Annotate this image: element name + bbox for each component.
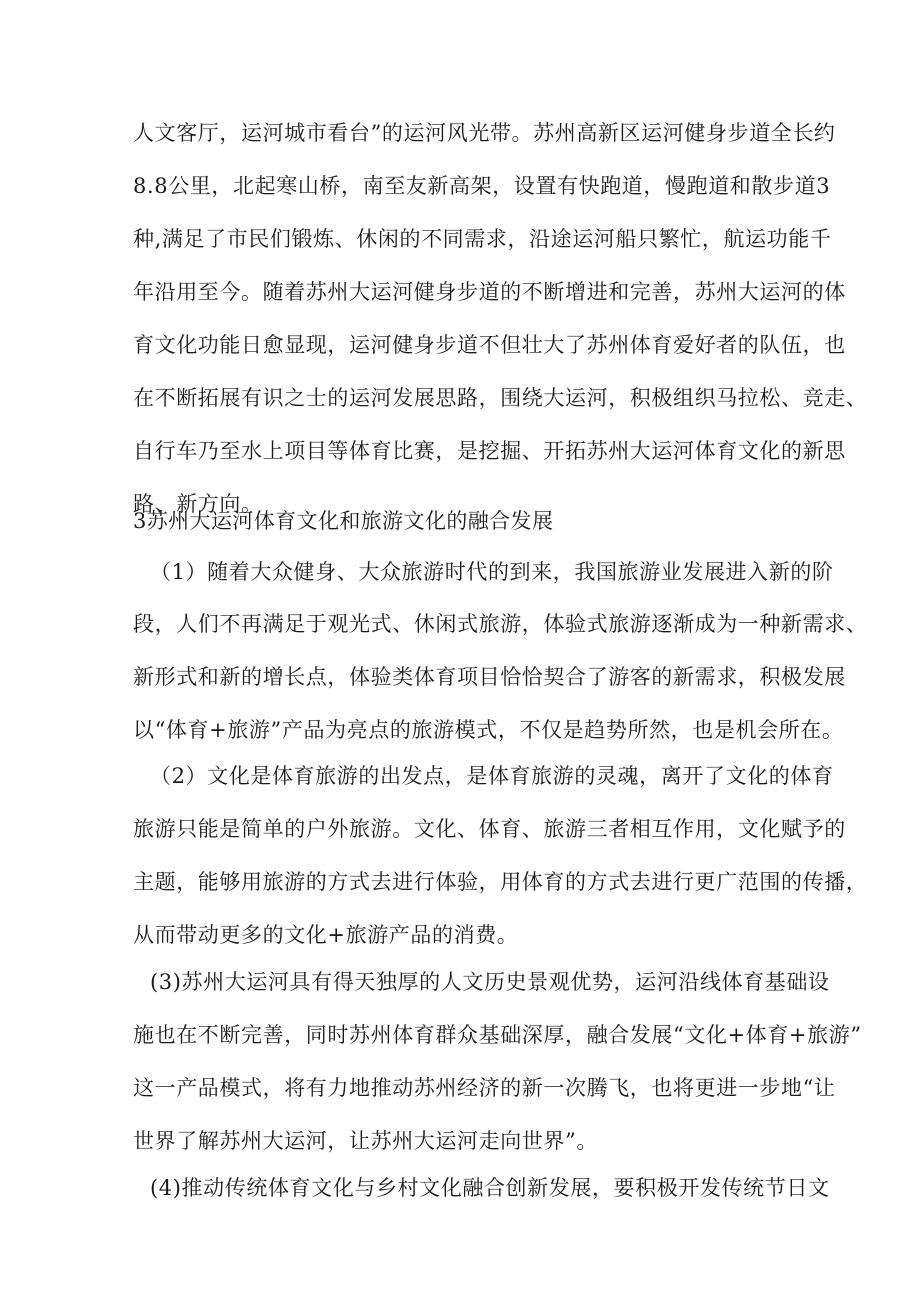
paragraph-line: 种,满足了市民们锻炼、休闲的不同需求，沿途运河船只繁忙，航运功能千 [133,227,832,251]
section-heading: 3苏州大运河体育文化和旅游文化的融合发展 [133,509,554,533]
paragraph-line: 育文化功能日愈显现，运河健身步道不但壮大了苏州体育爱好者的队伍，也 [133,333,846,357]
paragraph-line: (3)苏州大运河具有得天独厚的人文历史景观优势，运河沿线体育基础设 [150,970,830,994]
paragraph-line: 人文客厅，运河城市看台”的运河风光带。苏州高新区运河健身步道全长约 [133,121,836,145]
paragraph-line: （1）随着大众健身、大众旅游时代的到来，我国旅游业发展进入新的阶 [150,560,834,584]
paragraph-line: (4)推动传统体育文化与乡村文化融合创新发展，要积极开发传统节日文 [150,1176,830,1200]
paragraph-line: 施也在不断完善，同时苏州体育群众基础深厚，融合发展“文化+体育+旅游” [133,1023,862,1047]
paragraph-line: 以“体育+旅游”产品为亮点的旅游模式，不仅是趋势所然，也是机会所在。 [133,718,844,742]
paragraph-line: 在不断拓展有识之士的运河发展思路，围绕大运河，积极组织马拉松、竞走、 [133,386,868,410]
paragraph-line: （2）文化是体育旅游的出发点，是体育旅游的灵魂，离开了文化的体育 [150,764,834,788]
paragraph-line: 从而带动更多的文化+旅游产品的消费。 [133,923,519,947]
paragraph-line: 这一产品模式，将有力地推动苏州经济的新一次腾飞，也将更进一步地“让 [133,1076,836,1100]
paragraph-line: 年沿用至今。随着苏州大运河健身步道的不断增进和完善，苏州大运河的体 [133,280,846,304]
paragraph-line: 新形式和新的增长点，体验类体育项目恰恰契合了游客的新需求，积极发展 [133,665,846,689]
paragraph-line: 旅游只能是简单的户外旅游。文化、体育、旅游三者相互作用，文化赋予的 [133,817,846,841]
paragraph-line: 段，人们不再满足于观光式、休闲式旅游，体验式旅游逐渐成为一种新需求、 [133,612,868,636]
paragraph-line: 8.8公里，北起寒山桥，南至友新高架，设置有快跑道，慢跑道和散步道3 [133,174,831,198]
paragraph-line: 自行车乃至水上项目等体育比赛，是挖掘、开拓苏州大运河体育文化的新思 [133,439,846,463]
paragraph-line: 主题，能够用旅游的方式去进行体验，用体育的方式去进行更广范围的传播， [133,870,868,894]
paragraph-line: 路、新方向。 [133,492,263,516]
paragraph-line: 世界了解苏州大运河，让苏州大运河走向世界”。 [133,1129,598,1153]
